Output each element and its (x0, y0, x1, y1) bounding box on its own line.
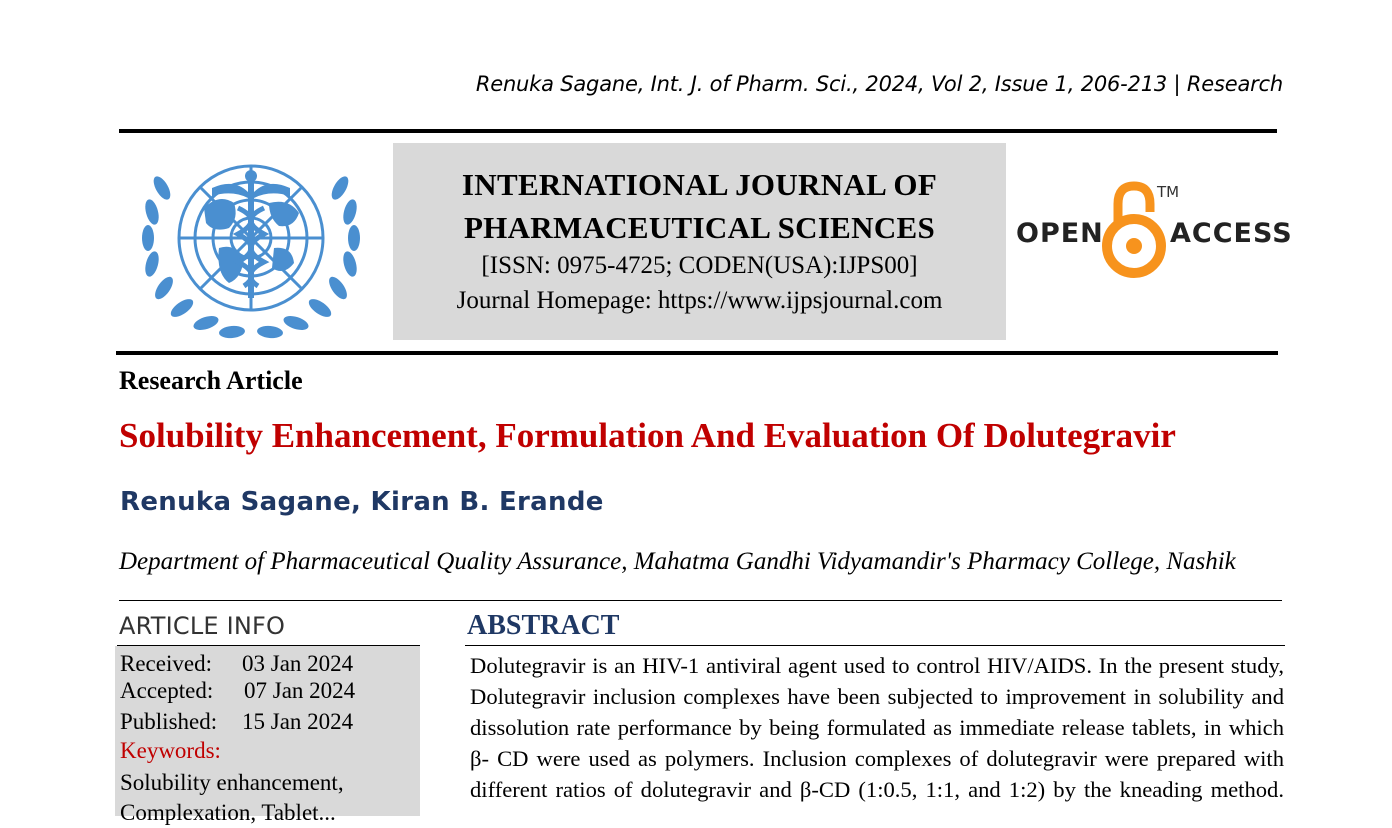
abstract-line: β- CD were used as polymers. Inclusion complexes of dolutegravir were prepared with (470, 746, 1284, 771)
journal-name-line1: INTERNATIONAL JOURNAL OF (461, 167, 938, 202)
open-access-open-label: OPEN (1016, 218, 1104, 249)
published-row (120, 709, 354, 735)
keywords-label: Keywords: (120, 738, 221, 763)
abstract-line: Dolutegravir is an HIV-1 antiviral agent used to control HIV/AIDS. In the present study, (470, 653, 1284, 678)
received-label: Received: (120, 651, 212, 676)
open-access-tm: TM (1157, 183, 1180, 201)
keywords-line: Solubility enhancement, (120, 770, 344, 795)
abstract-heading: ABSTRACT (467, 610, 620, 641)
received-row (120, 651, 354, 677)
article-info-box (115, 646, 420, 825)
article-info-heading: ARTICLE INFO (119, 612, 286, 640)
journal-name-line2: PHARMACEUTICAL SCIENCES (463, 210, 936, 245)
affiliation: Department of Pharmaceutical Quality Assurance, Mahatma Gandhi Vidyamandir's Pharmacy College, Nashik (119, 548, 1236, 575)
abstract-line: different ratios of dolutegravir and β-CD (1:0.5, 1:1, and 1:2) by the kneading method. (470, 777, 1284, 802)
keywords-line: Complexation, Tablet... (120, 800, 336, 825)
journal-issn: [ISSN: 0975-4725; CODEN(USA):IJPS00] (481, 252, 918, 279)
abstract-rule (465, 645, 1285, 646)
open-access-access-label: ACCESS (1170, 218, 1293, 249)
journal-banner (393, 143, 1006, 340)
header-top-rule (119, 129, 1277, 133)
article-title: Solubility Enhancement, Formulation And Evaluation Of Dolutegravir (119, 416, 1176, 455)
running-header: Renuka Sagane, Int. J. of Pharm. Sci., 2024, Vol 2, Issue 1, 206-213 | Research (475, 72, 1283, 96)
keywords-value (120, 768, 344, 828)
caduceus-globe-emblem-icon (134, 148, 368, 344)
journal-name (393, 163, 1006, 249)
article-type: Research Article (119, 366, 303, 395)
received-value: 03 Jan 2024 (242, 651, 354, 676)
accepted-value: 07 Jan 2024 (244, 678, 356, 703)
journal-homepage-link[interactable]: Journal Homepage: https://www.ijpsjournal.com (456, 287, 943, 314)
accepted-label: Accepted: (120, 678, 214, 703)
header-bottom-rule (116, 351, 1278, 355)
abstract-body (470, 650, 1284, 805)
published-label: Published: (120, 709, 218, 734)
abstract-line: dissolution rate performance by being formulated as immediate release tablets, in which (470, 715, 1284, 740)
authors: Renuka Sagane, Kiran B. Erande (120, 487, 604, 517)
published-value: 15 Jan 2024 (242, 709, 354, 734)
article-info-rule (117, 645, 420, 646)
accepted-row (120, 678, 356, 704)
section-divider (119, 600, 1282, 601)
abstract-line: Dolutegravir inclusion complexes have been subjected to improvement in solubility and (470, 684, 1284, 709)
